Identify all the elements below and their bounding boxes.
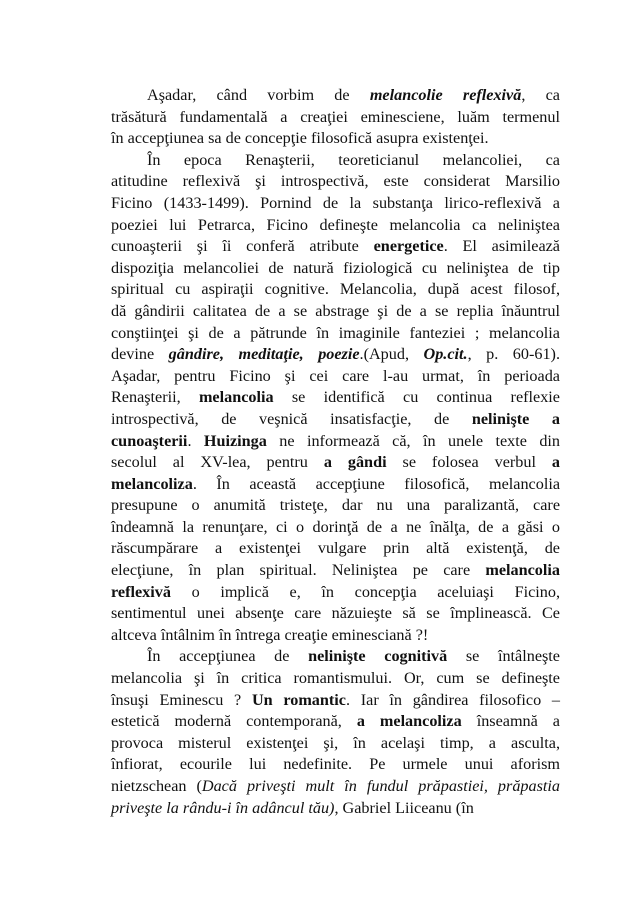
body-text: spiritual cu aspiraţii cognitive. Melancolia, după acest filosof, <box>111 280 560 299</box>
body-text: , ca <box>521 86 560 104</box>
emphasis-text: gândire, meditaţie, poezie <box>168 345 360 364</box>
body-text: melancolia şi în critica romantismului. Or, cum se defineşte <box>111 669 560 688</box>
text-line <box>111 538 560 560</box>
body-text: dispoziţia melancoliei de natură fiziologică cu neliniştea de tip <box>111 258 560 277</box>
emphasis-text: a melancoliza <box>356 712 462 731</box>
text-line <box>111 258 560 280</box>
text-line <box>111 517 560 539</box>
emphasis-text: nelinişte cognitivă <box>308 647 448 666</box>
body-text: se identifică cu continua reflexie <box>273 388 560 407</box>
body-text: înseamnă a <box>461 712 560 731</box>
body-text: Ficino (1433-1499). Pornind de la substanţa lirico-reflexivă a <box>111 193 560 212</box>
body-text: În accepţiunea de <box>147 647 309 666</box>
text-line <box>111 711 560 733</box>
text-line <box>111 387 560 409</box>
text-line <box>111 236 560 258</box>
body-text: atitudine reflexivă şi introspectivă, este considerat Marsilio <box>111 172 560 191</box>
text-line <box>111 603 560 625</box>
body-text: altceva întâlnim în întrega creaţie eminesciană ?! <box>111 625 429 644</box>
body-text: o implică e, în concepţia aceluiaşi Ficino, <box>170 582 560 601</box>
emphasis-text: melancolia <box>485 561 560 580</box>
emphasis-text: melancolie reflexivă <box>369 86 522 104</box>
body-text: îndeamnă la renunţare, ci o dorinţă de a ne înălţa, de a găsi o <box>111 517 560 536</box>
body-text: .(Apud, <box>359 345 424 364</box>
text-line <box>111 193 560 215</box>
body-text: în accepţiunea sa de concepţie filosofică asupra existenţei. <box>111 129 489 148</box>
body-text: , Gabriel Liiceanu (în <box>334 798 474 817</box>
body-text: Dacă priveşti mult în fundul prăpastiei, prăpastia <box>201 777 560 795</box>
body-text: introspectivă, de veşnică insatisfacţie, de <box>111 409 472 428</box>
text-line <box>111 431 560 453</box>
emphasis-text: melancolia <box>198 388 274 407</box>
text-line <box>111 754 560 776</box>
text-line <box>111 646 560 668</box>
body-text: , p. 60-61). <box>467 345 560 364</box>
body-text: sentimentul unei absenţe care năzuieşte să se împlinească. Ce <box>111 604 560 623</box>
body-text: devine <box>111 345 169 364</box>
body-text: . El asimilează <box>443 237 560 256</box>
text-line <box>111 409 560 431</box>
body-text: Aşadar, când vorbim de <box>147 86 370 104</box>
body-text: se folosea verbul <box>386 453 552 472</box>
paragraph <box>111 150 560 647</box>
text-line <box>111 344 560 366</box>
body-text: secolul al XV-lea, pentru <box>111 453 324 472</box>
body-text: înfiorat, ecourile lui nedefinite. Pe urmele unui aforism <box>111 755 560 774</box>
text-line <box>111 582 560 604</box>
emphasis-text: a gândi <box>323 453 387 472</box>
body-text: Renaşterii, <box>111 388 199 407</box>
paragraph <box>111 646 560 819</box>
body-text: răscumpărare a existenţei vulgare prin altă existenţă, de <box>111 539 560 558</box>
text-line <box>111 495 560 517</box>
document-body <box>111 85 560 819</box>
body-text: cunoaşterii şi îi conferă atribute <box>111 237 374 256</box>
text-line <box>111 452 560 474</box>
emphasis-text: melancoliza <box>111 474 193 493</box>
body-text: însuşi Eminescu ? <box>111 690 252 709</box>
body-text: estetică modernă contemporană, <box>111 712 357 731</box>
text-line <box>111 798 560 820</box>
body-text: . Iar în gândirea filosofico – <box>345 690 560 709</box>
body-text: trăsătură fundamentală a creaţiei eminesciene, luăm termenul <box>111 107 560 126</box>
text-line <box>111 301 560 323</box>
text-line <box>111 776 560 798</box>
body-text: dă gândirii calitatea de a se abstrage şi de a se replia înăuntrul <box>111 301 560 320</box>
body-text: . <box>187 431 204 450</box>
body-text: Aşadar, pentru Ficino şi cei care l-au urmat, în perioada <box>111 366 560 385</box>
emphasis-text: energetice <box>373 237 444 256</box>
emphasis-text: nelinişte a <box>471 409 561 428</box>
text-line <box>111 690 560 712</box>
body-text: conştiinţei şi de a pătrunde în imaginile fanteziei ; melancolia <box>111 323 560 342</box>
text-line <box>111 474 560 496</box>
text-line <box>111 625 560 647</box>
text-line <box>111 215 560 237</box>
body-text: poeziei lui Petrarca, Ficino defineşte melancolia ca neliniştea <box>111 215 560 234</box>
paragraph <box>111 85 560 150</box>
text-line <box>111 107 560 129</box>
text-line <box>111 733 560 755</box>
emphasis-text: a <box>551 453 560 472</box>
text-line <box>111 323 560 345</box>
emphasis-text: Huizinga <box>203 431 267 450</box>
body-text: provoca misterul existenţei şi, în acelaşi timp, a asculta, <box>111 733 560 752</box>
body-text: ne informează că, în unele texte din <box>266 431 561 450</box>
emphasis-text: Op.cit. <box>423 345 468 364</box>
text-line <box>111 366 560 388</box>
body-text: elecţiune, în plan spiritual. Neliniştea pe care <box>111 561 486 580</box>
emphasis-text: Un romantic <box>251 690 346 709</box>
text-line <box>111 668 560 690</box>
text-line <box>111 150 560 172</box>
text-line <box>111 560 560 582</box>
text-line <box>111 85 560 107</box>
emphasis-text: reflexivă <box>111 582 171 601</box>
body-text: În epoca Renaşterii, teoreticianul melancoliei, ca <box>147 150 560 169</box>
text-line <box>111 171 560 193</box>
body-text: se întâlneşte <box>447 647 560 666</box>
body-text: nietzschean ( <box>111 777 202 795</box>
emphasis-text: cunoaşterii <box>111 431 188 450</box>
body-text: presupune o anumită tristeţe, dar nu una paralizantă, care <box>111 496 560 515</box>
text-line <box>111 128 560 150</box>
body-text: . În această accepţiune filosofică, melancolia <box>192 474 560 493</box>
body-text: priveşte la rându-i în adâncul tău) <box>111 798 335 817</box>
text-line <box>111 279 560 301</box>
